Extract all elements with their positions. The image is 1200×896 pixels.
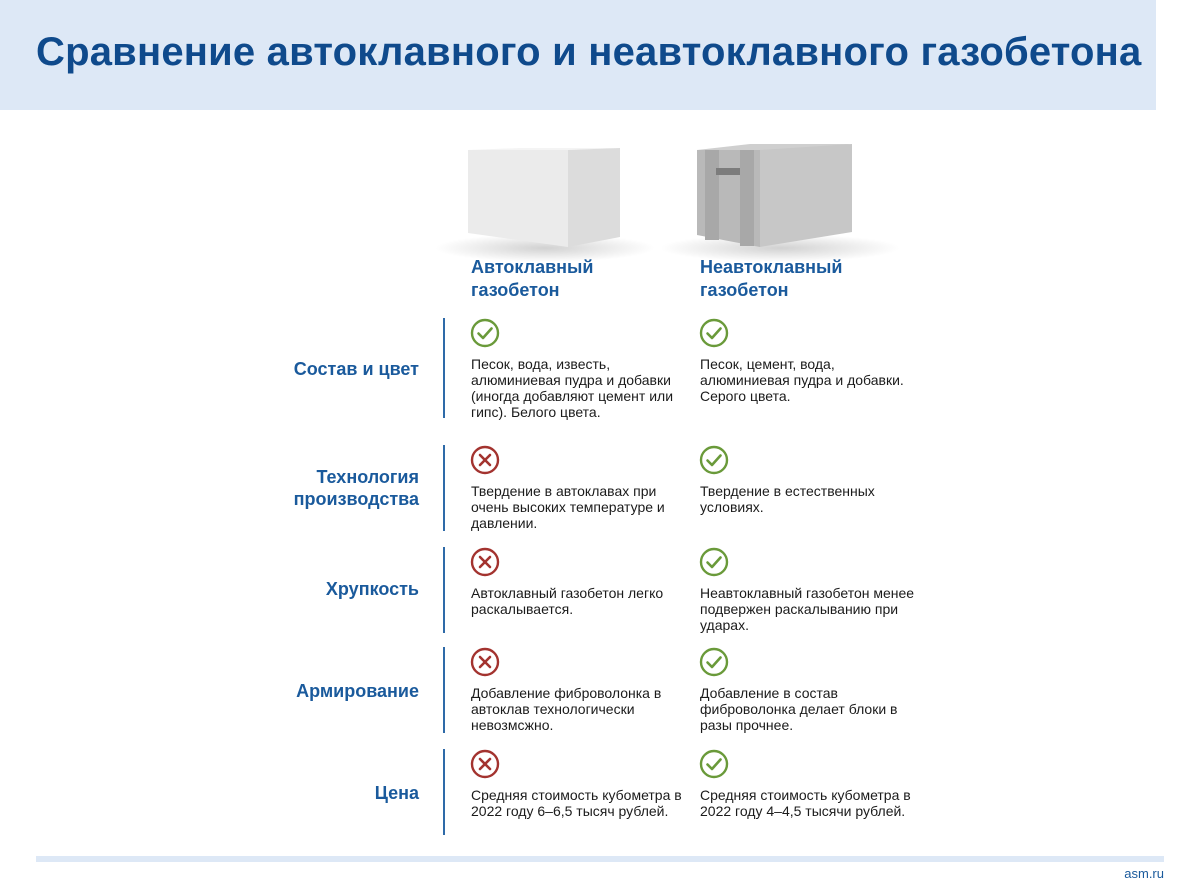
- row-label: Состав и цвет: [293, 359, 419, 379]
- check-icon: [470, 318, 500, 348]
- cross-icon: [470, 547, 500, 577]
- cell-text: Средняя стоимость кубометра в 2022 году 4–4,5 тысячи рублей.: [700, 787, 911, 819]
- footer-divider: [36, 856, 1164, 862]
- cell-text: Добавление в состав фиброволонка делает блоки в разы прочнее.: [700, 685, 898, 733]
- cell-text: Песок, вода, известь, алюминиевая пудра и добавки (иногда добавляют цемент или гипс). Белого цвета.: [471, 356, 674, 420]
- cell-text: Неавтоклавный газобетон менее подвержен раскалыванию при ударах.: [700, 585, 915, 633]
- page-title: Сравнение автоклавного и неавтоклавного газобетона: [36, 30, 1142, 74]
- row-divider: [443, 647, 445, 733]
- row-divider: [443, 749, 445, 835]
- column-header-non-autoclave: Неавтоклавный газобетон: [700, 257, 843, 300]
- check-icon: [699, 318, 729, 348]
- row-divider: [443, 318, 445, 418]
- cell-text: Добавление фиброволонка в автоклав технологически невозмсжно.: [471, 685, 662, 733]
- check-icon: [699, 749, 729, 779]
- cell-text: Автоклавный газобетон легко раскалывается.: [471, 585, 664, 617]
- row-label: Хрупкость: [325, 579, 419, 599]
- cross-icon: [470, 749, 500, 779]
- row-label: [269, 466, 419, 510]
- grey-block: [697, 144, 852, 247]
- row-label-text: Технология производства: [293, 467, 419, 509]
- header-banner: [0, 0, 1156, 110]
- white-block: [468, 148, 620, 247]
- row-label: Армирование: [296, 681, 419, 701]
- row-divider: [443, 445, 445, 531]
- row-label: Цена: [374, 783, 419, 803]
- site-link[interactable]: asm.ru: [1124, 866, 1164, 881]
- cell-text: Песок, цемент, вода, алюминиевая пудра и добавки. Серого цвета.: [700, 356, 904, 404]
- column-header-autoclave: Автоклавный газобетон: [471, 257, 594, 300]
- cell-text: Средняя стоимость кубометра в 2022 году 6–6,5 тысяч рублей.: [471, 787, 682, 819]
- cell-text: Твердение в естественных условиях.: [700, 483, 875, 515]
- cell-text: Твердение в автоклавах при очень высоких температуре и давлении.: [471, 483, 665, 531]
- row-divider: [443, 547, 445, 633]
- check-icon: [699, 647, 729, 677]
- check-icon: [699, 445, 729, 475]
- cross-icon: [470, 445, 500, 475]
- check-icon: [699, 547, 729, 577]
- cross-icon: [470, 647, 500, 677]
